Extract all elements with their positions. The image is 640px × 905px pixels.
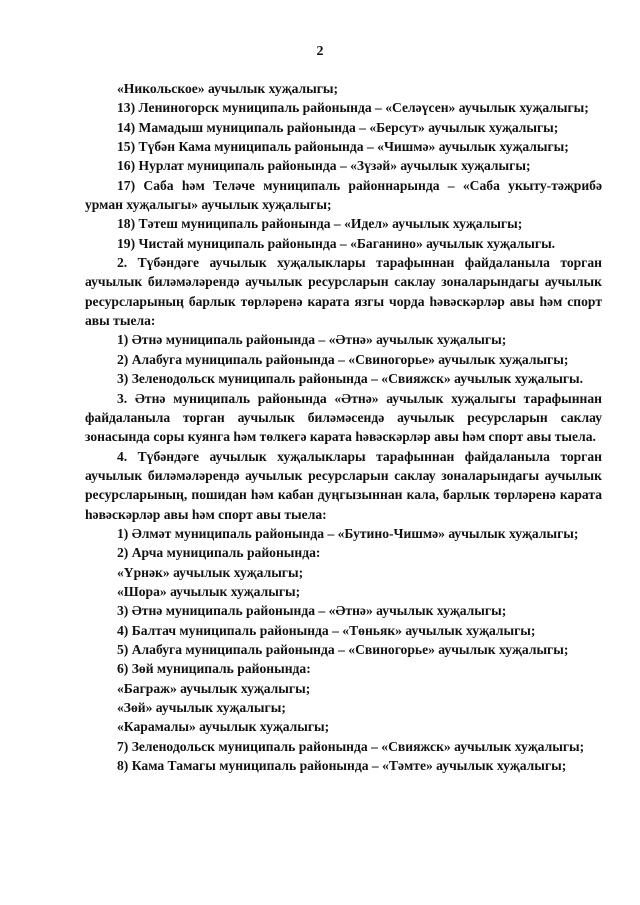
paragraph: 15) Түбән Кама муниципаль районында – «Чишмә» аучылык хуҗалыгы; <box>117 139 569 155</box>
paragraph: 7) Зеленодольск муниципаль районында – «Свияжск» аучылык хуҗалыгы; <box>117 738 585 754</box>
paragraph: «Карамалы» аучылык хуҗалыгы; <box>117 719 330 735</box>
paragraph: 3) Зеленодольск муниципаль районында – «Свияжск» аучылык хуҗалыгы. <box>117 371 584 387</box>
paragraph: 17) Саба һәм Теләче муниципаль районнарында – «Саба укыту-тәҗрибә урман хуҗалыгы» аучылык хуҗалыгы; <box>85 177 602 213</box>
paragraph: 8) Кама Тамагы муниципаль районында – «Тәмте» аучылык хуҗалыгы; <box>117 758 567 774</box>
paragraph: 3) Әтнә муниципаль районында – «Әтнә» аучылык хуҗалыгы; <box>117 603 507 619</box>
paragraph: 19) Чистай муниципаль районында – «Баганино» аучылык хуҗалыгы. <box>117 235 556 251</box>
paragraph: «Никольское» аучылык хуҗалыгы; <box>117 81 339 96</box>
paragraph: 2) Алабуга муниципаль районында – «Свиногорье» аучылык хуҗалыгы; <box>117 351 569 367</box>
document-body <box>85 79 602 775</box>
paragraph: 2) Арча муниципаль районында: <box>117 545 321 561</box>
paragraph: «Зөй» аучылык хуҗалыгы; <box>117 700 286 715</box>
paragraph: 3. Әтнә муниципаль районында «Әтнә» аучылык хуҗалыгы тарафыннан файдаланыла торган аучылык биләмәсендә аучылык ресурсларын саклау зонасында соры куянга һәм төлкегә карата һәвәскәрләр авы һәм спорт авы тыела. <box>85 390 602 445</box>
paragraph: 2. Түбәндәге аучылык хуҗалыклары тарафыннан файдаланыла торган аучылык биләмәләрендә аучылык ресурсларын саклау зоналарындагы аучылык ресурсларының барлык төрләренә карата язгы чорда һәвәскәрләр авы һәм спорт авы тыела: <box>85 255 602 329</box>
paragraph: 16) Нурлат муниципаль районында – «Зүзәй» аучылык хуҗалыгы; <box>117 158 531 174</box>
page-number: 2 <box>316 44 324 59</box>
paragraph: 13) Лениногорск муниципаль районында – «Селәүсен» аучылык хуҗалыгы; <box>117 100 589 116</box>
paragraph: 6) Зөй муниципаль районында: <box>117 661 311 677</box>
paragraph: 1) Әлмәт муниципаль районында – «Бутино-Чишмә» аучылык хуҗалыгы; <box>117 525 579 541</box>
paragraph: «Шора» аучылык хуҗалыгы; <box>117 583 301 599</box>
paragraph: «Баграж» аучылык хуҗалыгы; <box>117 680 311 696</box>
paragraph: 18) Тәтеш муниципаль районында – «Идел» аучылык хуҗалыгы; <box>117 216 523 232</box>
paragraph: 5) Алабуга муниципаль районында – «Свиногорье» аучылык хуҗалыгы; <box>117 641 569 657</box>
paragraph: 4. Түбәндәге аучылык хуҗалыклары тарафыннан файдаланыла торган аучылык биләмәләрендә аучылык ресурсларын саклау зоналарындагы аучылык ресурсларының, пошидан һәм кабан дуңгызыннан кала, барлык төрләренә карата һәвәскәрләр авы һәм спорт авы тыела: <box>85 448 602 522</box>
paragraph: 14) Мамадыш муниципаль районында – «Берсут» аучылык хуҗалыгы; <box>117 119 559 135</box>
paragraph: 4) Балтач муниципаль районында – «Төньяк» аучылык хуҗалыгы; <box>117 622 536 638</box>
paragraph: «Үрнәк» аучылык хуҗалыгы; <box>117 564 304 580</box>
paragraph: 1) Әтнә муниципаль районында – «Әтнә» аучылык хуҗалыгы; <box>117 332 507 348</box>
